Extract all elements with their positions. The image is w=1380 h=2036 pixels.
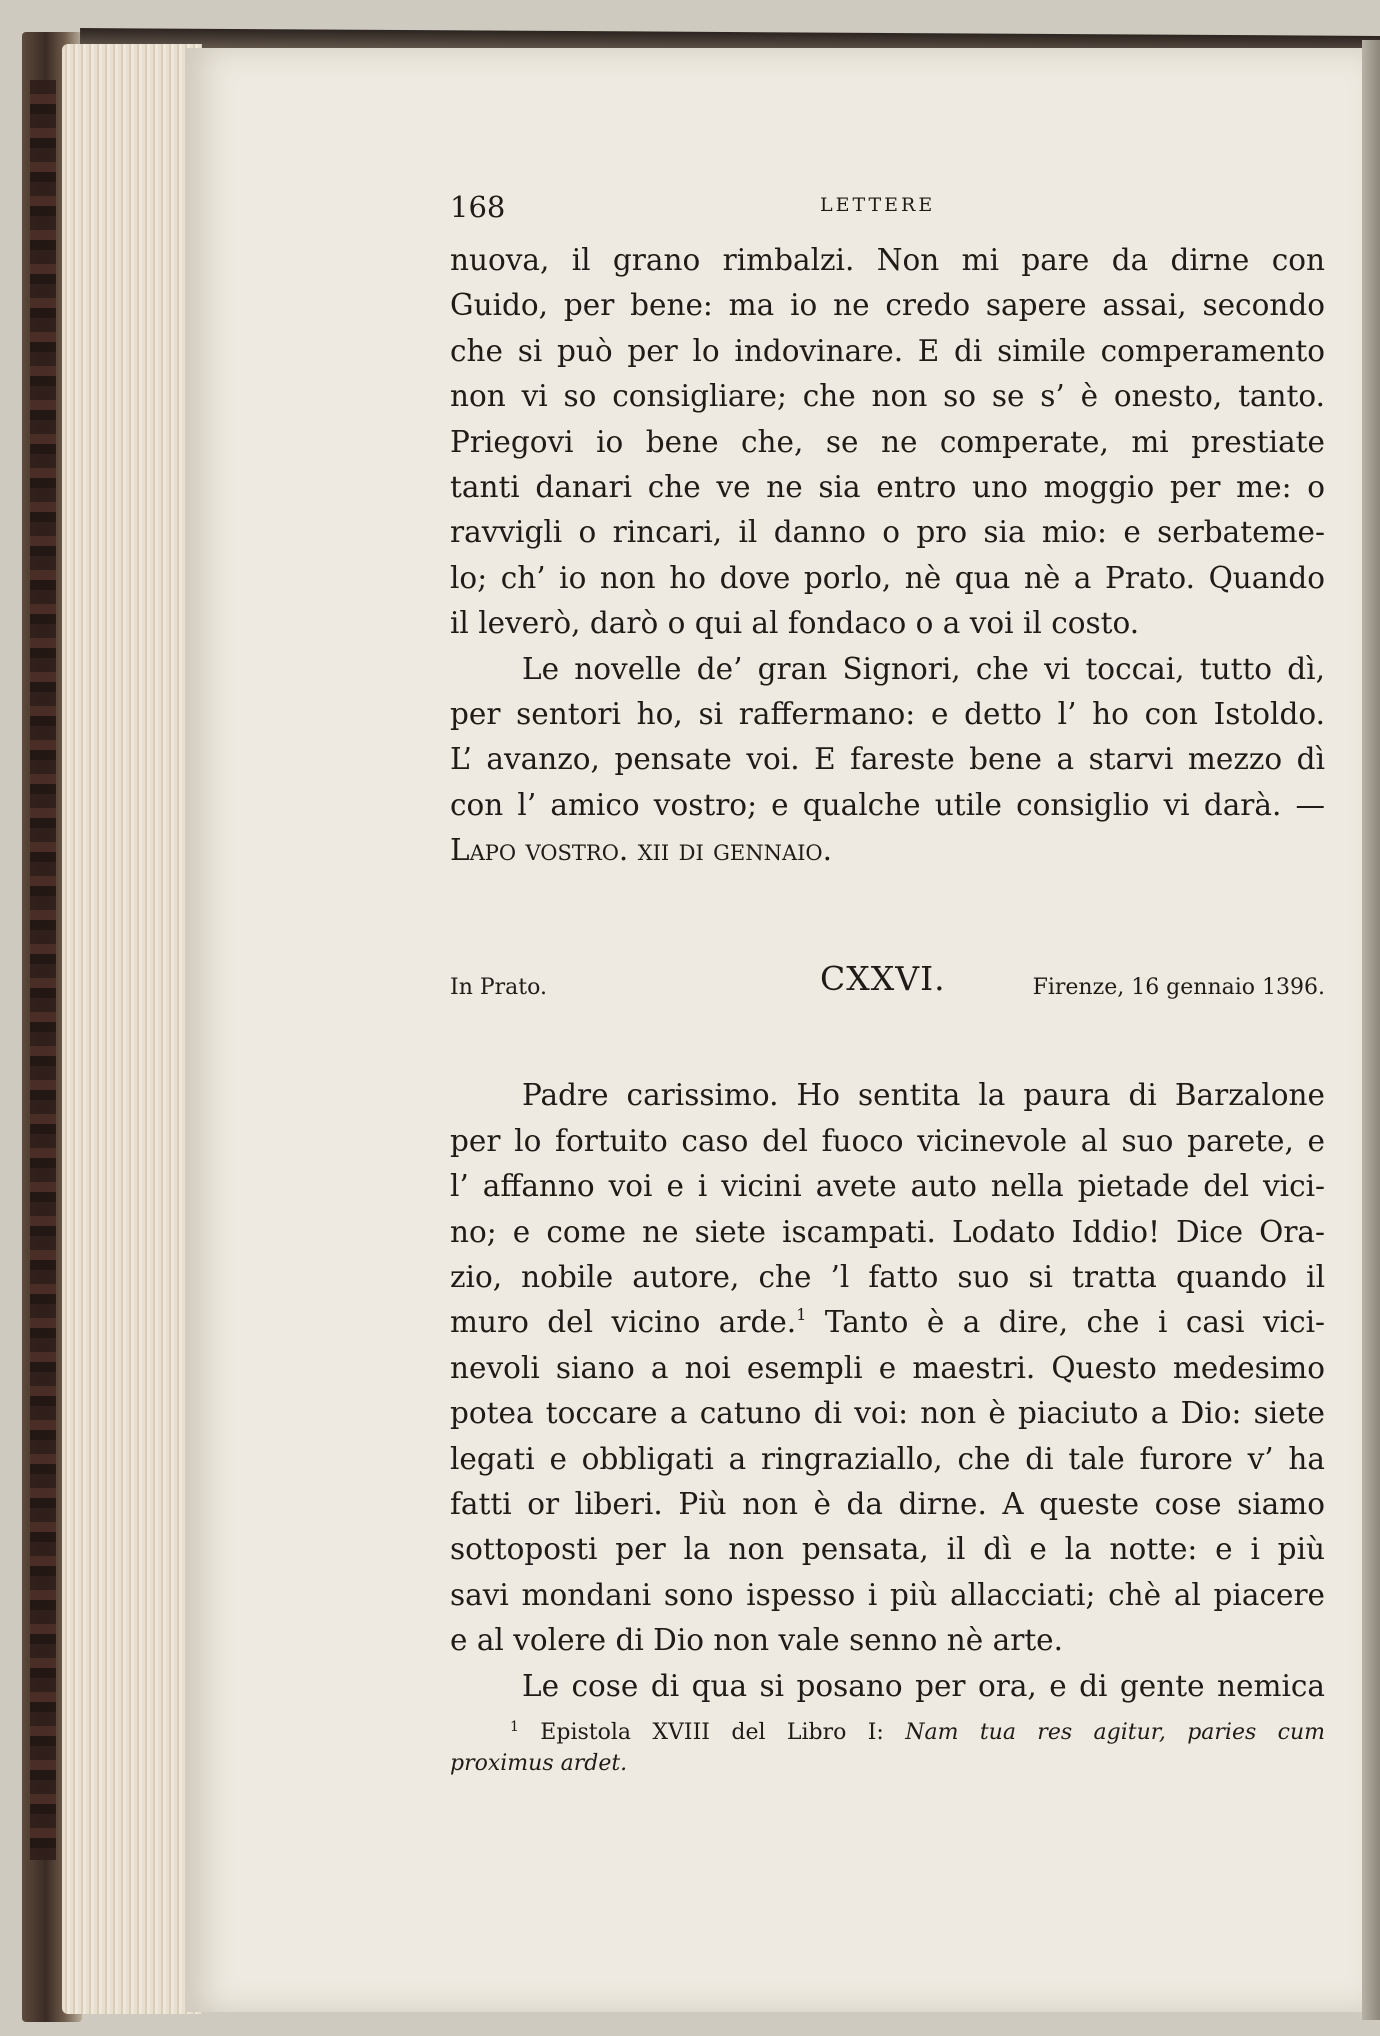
text-line: e al volere di Dio non vale senno nè arte. [450,1623,1064,1658]
running-head [450,190,1325,230]
text-line: che si può per lo indovinare. E di simile comperamento [450,333,1325,368]
text-line: L’ avanzo, pensate voi. E fareste bene a starvi mezzo dì [450,742,1325,777]
text-line: il leverò, darò o qui al fondaco o a voi il costo. [450,606,1140,641]
text-line: Le cose di qua si posano per ora, e di gente nemica [522,1668,1325,1703]
text-line: tanti danari che ve ne sia entro uno moggio per me: o [450,469,1325,504]
footnote [450,1717,1325,1779]
text-line: l’ affanno voi e i vicini avete auto nella pietade del vici- [450,1169,1325,1204]
signature-line [450,828,1325,873]
letter-header [450,955,1325,1015]
footnote-quote-end: proximus ardet. [450,1750,628,1776]
text-line: legati e obbligati a ringraziallo, che di tale furore v’ ha [450,1441,1325,1476]
text-line: savi mondani sono ispesso i più allacciati; chè al piacere [450,1577,1325,1612]
text-line: fatti or liberi. Più non è da dirne. A queste cose siamo [450,1486,1325,1521]
running-title: LETTERE [820,194,936,216]
page-number: 168 [450,190,506,224]
text-segment: Tanto è a dire, che i casi vici- [824,1305,1325,1340]
footnote-line [450,1717,1325,1748]
text-line: nevoli siano a noi esempli e maestri. Questo medesimo [450,1350,1325,1385]
text-segment: muro del vicino arde. [450,1305,797,1340]
footnote-mark: 1 [510,1718,519,1735]
text-line-with-note [450,1300,1325,1345]
text-line: ravvigli o rincari, il danno o pro sia mio: e serbateme- [450,515,1325,550]
text-line: sottoposti per la non pensata, il dì e la notte: e i più [450,1532,1325,1567]
text-line: lo; ch’ io non ho dove porlo, nè qua nè a Prato. Quando [450,560,1325,595]
signature-name: Lapo [450,833,517,868]
text-line: potea toccare a catuno di voi: non è piaciuto a Dio: siete [450,1396,1325,1431]
continuation-text [450,238,1325,873]
text-line: Padre carissimo. Ho sentita la paura di Barzalone [522,1078,1325,1113]
text-line: per lo fortuito caso del fuoco vicinevole al suo parete, e [450,1123,1325,1158]
footnote-reference: 1 [796,1305,807,1325]
text-line: no; e come ne siete iscampati. Lodato Iddio! Dice Ora- [450,1214,1325,1249]
letter-destination: In Prato. [450,975,547,1001]
footnote-text: Epistola XVIII del Libro I: [540,1719,884,1745]
footnote-line [450,1748,1325,1779]
letter-number: CXXVI. [820,959,946,999]
text-line: nuova, il grano rimbalzi. Non mi pare da dirne con [450,243,1325,277]
letter-place-date: Firenze, 16 gennaio 1396. [1032,975,1325,1001]
page-content [450,190,1325,1779]
text-line: per sentori ho, si raffermano: e detto l’ ho con Istoldo. [450,696,1325,731]
right-page-edge [1362,40,1380,2020]
footnote-quote: Nam tua res agitur, paries cum [905,1719,1325,1745]
signature-date: vostro. xii di gennaio. [525,833,833,868]
letter-body [450,1073,1325,1708]
text-line: con l’ amico vostro; e qualche utile consiglio vi darà. — [450,787,1325,822]
text-line: Le novelle de’ gran Signori, che vi toccai, tutto dì, [522,651,1325,686]
book-spine [30,80,56,1860]
text-line: Guido, per bene: ma io ne credo sapere assai, secondo [450,288,1325,323]
text-line: Priegovi io bene che, se ne comperate, mi prestiate [450,424,1325,459]
text-line: zio, nobile autore, che ’l fatto suo si tratta quando il [450,1260,1325,1295]
text-line: non vi so consigliare; che non so se s’ è onesto, tanto. [450,379,1325,414]
page-edges [62,44,202,2014]
